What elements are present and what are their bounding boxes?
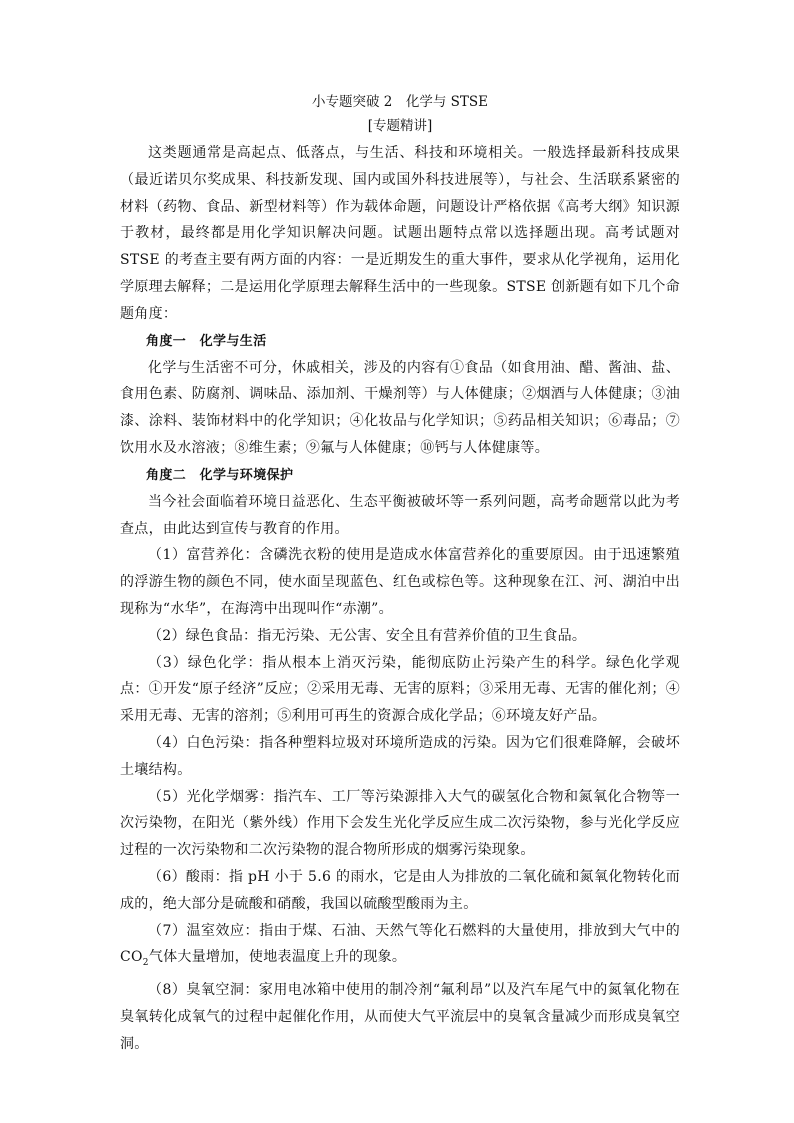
item-white-pollution: （4）白色污染：指各种塑料垃圾对环境所造成的污染。因为它们很难降解，会破坏土壤结构。 (120, 734, 680, 778)
angle-1-paragraph: 化学与生活密不可分，休戚相关，涉及的内容有①食品（如食用油、醋、酱油、盐、食用色素、防腐剂、调味品、添加剂、干燥剂等）与人体健康；②烟酒与人体健康；③油漆、涂料、装饰材料中的化学知识；④化妆品与化学知识；⑤药品相关知识；⑥毒品；⑦饮用水及水溶液；⑧维生素；⑨氟与人体健康；⑩钙与人体健康等。 (120, 359, 680, 456)
greenhouse-text-b: 气体大量增加，使地表温度上升的现象。 (148, 949, 407, 966)
angle-2-heading: 角度二 化学与环境保护 (146, 467, 294, 483)
item-acid-rain: （6）酸雨：指 pH 小于 5.6 的雨水，它是由人为排放的二氧化硫和氮氧化物转化而成的，绝大部分是硫酸和硝酸，我国以硫酸型酸雨为主。 (120, 868, 680, 912)
co2-subscript: 2 (142, 958, 149, 969)
item-photochemical-smog: （5）光化学烟雾：指汽车、工厂等污染源排入大气的碳氢化合物和氮氧化合物等一次污染物，在阳光（紫外线）作用下会发生光化学反应生成二次污染物，参与光化学反应过程的一次污染物和二次污染物的混合物所形成的烟雾污染现象。 (120, 788, 680, 859)
document-page (120, 92, 680, 1057)
item-eutrophication: （1）富营养化：含磷洗衣粉的使用是造成水体富营养化的重要原因。由于迅速繁殖的浮游生物的颜色不同，使水面呈现蓝色、红色或棕色等。这种现象在江、河、湖泊中出现称为“水华”，在海湾中出现叫作“赤潮”。 (120, 547, 680, 617)
item-greenhouse-effect (120, 918, 680, 977)
item-green-food: （2）绿色食品：指无污染、无公害、安全且有营养价值的卫生食品。 (148, 627, 587, 644)
angle-1-heading: 角度一 化学与生活 (146, 333, 267, 349)
item-green-chemistry: （3）绿色化学：指从根本上消灭污染，能彻底防止污染产生的科学。绿色化学观点：①开发“原子经济”反应；②采用无毒、无害的原料；③采用无毒、无害的催化剂；④采用无毒、无害的溶剂；⑤利用可再生的资源合成化学品；⑥环境友好产品。 (120, 654, 680, 725)
section-subtitle: [专题精讲] (367, 118, 433, 134)
page-title: 小专题突破 2 化学与 STSE (311, 94, 489, 110)
item-ozone-hole: （8）臭氧空洞：家用电冰箱中使用的制冷剂“氟利昂”以及汽车尾气中的氮氧化物在臭氧转化成氧气的过程中起催化作用，从而使大气平流层中的臭氧含量减少而形成臭氧空洞。 (120, 981, 680, 1052)
greenhouse-text-a: （7）温室效应：指由于煤、石油、天然气等化石燃料的大量使用，排放到大气中的 CO (120, 922, 680, 966)
intro-paragraph: 这类题通常是高起点、低落点，与生活、科技和环境相关。一般选择最新科技成果（最近诺贝尔奖成果、科技新发现、国内或国外科技进展等），与社会、生活联系紧密的材料（药物、食品、新型材料等）作为载体命题，问题设计严格依据《高考大纲》知识源于教材，最终都是用化学知识解决问题。试题出题特点常以选择题出现。高考试题对 STSE 的考查主要有两方面的内容：一是近期发生的重大事件，要求从化学视角，运用化学原理去解释；二是运用化学原理去解释生活中的一些现象。STSE 创新题有如下几个命题角度： (120, 145, 680, 322)
angle-2-paragraph: 当今社会面临着环境日益恶化、生态平衡被破坏等一系列问题，高考命题常以此为考查点，由此达到宣传与教育的作用。 (120, 493, 680, 537)
